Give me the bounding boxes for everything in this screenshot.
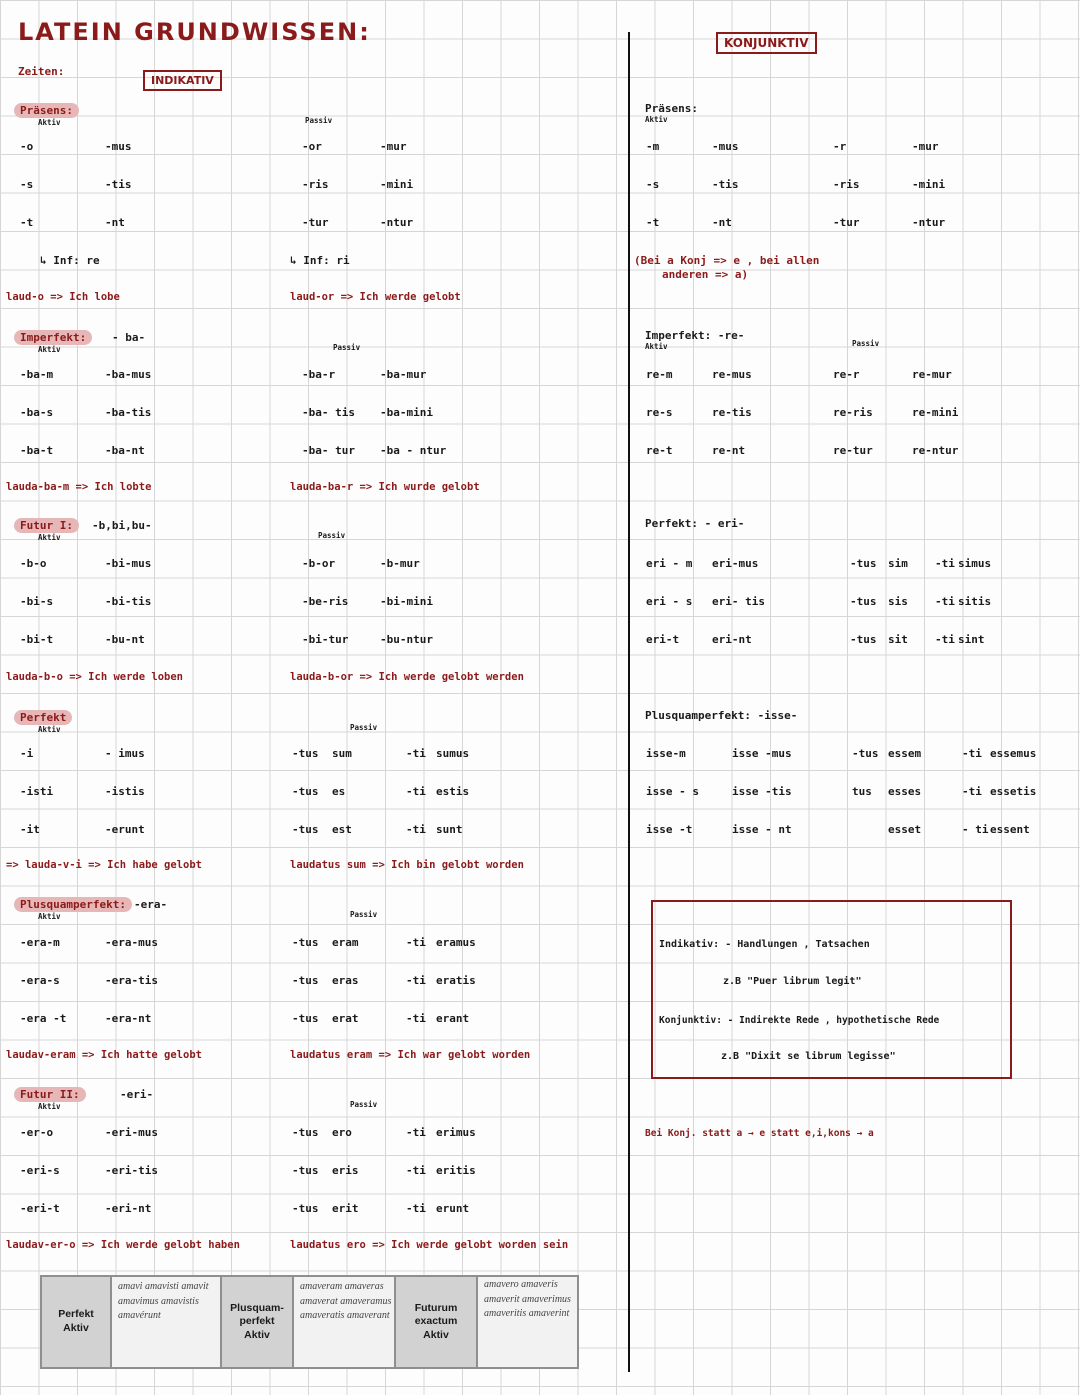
example-passiv: lauda-ba-r => Ich wurde gelobt <box>290 481 480 493</box>
tense-label: Plusquamperfekt: <box>14 897 132 912</box>
passiv-form: -b-or <box>302 557 336 570</box>
passiv-form: essem <box>888 747 922 760</box>
passiv-label: Passiv <box>350 910 378 919</box>
passiv-form: estis <box>436 785 470 798</box>
passiv-label: Passiv <box>305 116 333 125</box>
passiv-form: eritis <box>436 1164 476 1177</box>
passiv-form: erit <box>332 1202 359 1215</box>
passiv-form: -tus <box>850 633 877 646</box>
passiv-label: Passiv <box>852 339 880 348</box>
strip-forms: amaveram amaveras amaverat amaveramus amaveratis amaverant <box>294 1277 394 1367</box>
page-title: LATEIN GRUNDWISSEN: <box>18 18 371 46</box>
aktiv-form: -nt <box>712 216 732 229</box>
passiv-form: -ntur <box>912 216 946 229</box>
aktiv-form: re-m <box>646 368 673 381</box>
tense-label: Imperfekt: <box>14 330 92 345</box>
passiv-form: -tus <box>292 1126 319 1139</box>
passiv-form: -bi-tur <box>302 633 349 646</box>
aktiv-form: -mus <box>105 140 132 153</box>
aktiv-form: -s <box>20 178 34 191</box>
aktiv-form: -ba-m <box>20 368 54 381</box>
passiv-form: sum <box>332 747 352 760</box>
aktiv-form: -eri-tis <box>105 1164 158 1177</box>
passiv-form: -tus <box>852 747 879 760</box>
passiv-form: -ba - ntur <box>380 444 447 457</box>
aktiv-form: -tis <box>105 178 132 191</box>
passiv-form: -ti <box>406 1164 426 1177</box>
aktiv-form: eri-nt <box>712 633 752 646</box>
passiv-form: eram <box>332 936 359 949</box>
aktiv-form: -bu-nt <box>105 633 145 646</box>
tense-label: Perfekt: - eri- <box>645 517 745 530</box>
passiv-form: -bi-mini <box>380 595 433 608</box>
aktiv-form: -isti <box>20 785 54 798</box>
passiv-form: eramus <box>436 936 476 949</box>
passiv-form: -ti <box>406 785 426 798</box>
passiv-form: re-ntur <box>912 444 959 457</box>
aktiv-form: -o <box>20 140 34 153</box>
passiv-form: -ti <box>406 747 426 760</box>
passiv-form: erimus <box>436 1126 476 1139</box>
konj-note: anderen => a) <box>662 268 749 281</box>
passiv-form: -ti <box>406 936 426 949</box>
passiv-form: est <box>332 823 352 836</box>
passiv-form: re-tur <box>833 444 873 457</box>
note-line: Konjunktiv: - Indirekte Rede , hypothetische Rede <box>659 1015 940 1026</box>
aktiv-form: isse - s <box>646 785 699 798</box>
passiv-form: -tus <box>292 936 319 949</box>
passiv-form: re-ris <box>833 406 873 419</box>
passiv-form: esses <box>888 785 922 798</box>
aktiv-form: -era-mus <box>105 936 158 949</box>
aktiv-label: Aktiv <box>38 533 61 542</box>
aktiv-form: -era -t <box>20 1012 67 1025</box>
passiv-form: ero <box>332 1126 352 1139</box>
aktiv-form: re-t <box>646 444 673 457</box>
aktiv-form: -bi-s <box>20 595 54 608</box>
aktiv-form: re-tis <box>712 406 752 419</box>
infinitive: ↳ Inf: re <box>40 254 100 267</box>
passiv-form: sis <box>888 595 908 608</box>
passiv-form: -ris <box>833 178 860 191</box>
aktiv-form: -m <box>646 140 660 153</box>
passiv-form: re-r <box>833 368 860 381</box>
passiv-form: simus <box>958 557 992 570</box>
passiv-form: -mur <box>912 140 939 153</box>
passiv-form: sitis <box>958 595 992 608</box>
passiv-form: -tur <box>833 216 860 229</box>
tense-label: Imperfekt: -re- <box>645 329 745 342</box>
note-line: z.B "Dixit se librum legisse" <box>721 1051 896 1062</box>
aktiv-form: -ba-mus <box>105 368 152 381</box>
passiv-form: -tus <box>292 1202 319 1215</box>
passiv-form: tus <box>852 785 872 798</box>
aktiv-label: Aktiv <box>38 118 61 127</box>
passiv-form: -ti <box>935 633 955 646</box>
passiv-form: -tus <box>850 557 877 570</box>
aktiv-form: -bi-tis <box>105 595 152 608</box>
passiv-form: - ti <box>962 823 989 836</box>
passiv-form: sunt <box>436 823 463 836</box>
aktiv-form: -er-o <box>20 1126 54 1139</box>
indikativ-label: INDIKATIV <box>143 70 222 91</box>
aktiv-form: -ba-tis <box>105 406 152 419</box>
passiv-form: -ti <box>406 1202 426 1215</box>
aktiv-label: Aktiv <box>38 345 61 354</box>
aktiv-form: -mus <box>712 140 739 153</box>
passiv-form: -mur <box>380 140 407 153</box>
aktiv-form: -eri-s <box>20 1164 60 1177</box>
passiv-form: erat <box>332 1012 359 1025</box>
passiv-form: -tus <box>292 1012 319 1025</box>
strip-label: Futurum exactum Aktiv <box>396 1277 476 1367</box>
aktiv-form: - imus <box>105 747 145 760</box>
passiv-form: erant <box>436 1012 470 1025</box>
passiv-form: -tur <box>302 216 329 229</box>
konjunktiv-label: KONJUNKTIV <box>716 32 817 54</box>
tense-label: Präsens: <box>645 102 698 115</box>
aktiv-form: -nt <box>105 216 125 229</box>
aktiv-form: eri - s <box>646 595 693 608</box>
aktiv-form: eri- tis <box>712 595 765 608</box>
passiv-form: essent <box>990 823 1030 836</box>
example-passiv: lauda-b-or => Ich werde gelobt werden <box>290 671 524 683</box>
passiv-form: sint <box>958 633 985 646</box>
tense-marker: -era- <box>134 898 168 911</box>
example-passiv: laud-or => Ich werde gelobt <box>290 291 461 303</box>
passiv-form: essemus <box>990 747 1037 760</box>
aktiv-form: isse -tis <box>732 785 792 798</box>
aktiv-form: -era-m <box>20 936 60 949</box>
passiv-form: -be-ris <box>302 595 349 608</box>
passiv-form: erunt <box>436 1202 470 1215</box>
textbook-strip <box>40 1275 579 1369</box>
passiv-label: Passiv <box>350 723 378 732</box>
aktiv-form: isse-m <box>646 747 686 760</box>
strip-label: Perfekt Aktiv <box>42 1277 110 1367</box>
passiv-form: -r <box>833 140 847 153</box>
passiv-form: sumus <box>436 747 470 760</box>
mood-note-box <box>651 900 1012 1079</box>
konj-rule-note: Bei Konj. statt a → e statt e,i,kons → a <box>645 1128 874 1139</box>
tense-marker: -b,bi,bu- <box>92 519 152 532</box>
aktiv-form: eri - m <box>646 557 693 570</box>
aktiv-form: -i <box>20 747 34 760</box>
passiv-form: -tus <box>292 823 319 836</box>
aktiv-label: Aktiv <box>645 342 668 351</box>
passiv-form: sit <box>888 633 908 646</box>
aktiv-form: -ba-t <box>20 444 54 457</box>
aktiv-form: re-mus <box>712 368 752 381</box>
passiv-form: -ti <box>406 823 426 836</box>
example-aktiv: lauda-b-o => Ich werde loben <box>6 671 184 683</box>
passiv-form: -mini <box>380 178 414 191</box>
aktiv-form: -it <box>20 823 40 836</box>
passiv-form: -ti <box>406 974 426 987</box>
aktiv-form: -istis <box>105 785 145 798</box>
tense-marker: - ba- <box>112 331 146 344</box>
tense-label: Plusquamperfekt: -isse- <box>645 709 798 722</box>
aktiv-label: Aktiv <box>38 912 61 921</box>
passiv-form: re-mini <box>912 406 959 419</box>
passiv-form: -ba- tis <box>302 406 355 419</box>
passiv-form: -ti <box>962 747 982 760</box>
passiv-form: -ti <box>406 1126 426 1139</box>
aktiv-label: Aktiv <box>38 1102 61 1111</box>
passiv-form: essetis <box>990 785 1037 798</box>
passiv-form: eratis <box>436 974 476 987</box>
tense-marker: -eri- <box>120 1088 154 1101</box>
passiv-form: -ti <box>935 557 955 570</box>
passiv-form: -b-mur <box>380 557 420 570</box>
passiv-form: eras <box>332 974 359 987</box>
example-aktiv: => lauda-v-i => Ich habe gelobt <box>6 859 202 871</box>
note-line: Indikativ: - Handlungen , Tatsachen <box>659 939 870 950</box>
passiv-form: -ba-r <box>302 368 336 381</box>
aktiv-form: -era-nt <box>105 1012 152 1025</box>
tense-label: Futur I: <box>14 518 79 533</box>
passiv-form: -ntur <box>380 216 414 229</box>
passiv-label: Passiv <box>350 1100 378 1109</box>
example-passiv: laudatus sum => Ich bin gelobt worden <box>290 859 524 871</box>
aktiv-form: -t <box>646 216 660 229</box>
passiv-form: -ba-mini <box>380 406 433 419</box>
passiv-form: re-mur <box>912 368 952 381</box>
zeiten-label: Zeiten: <box>18 65 65 78</box>
aktiv-form: re-s <box>646 406 673 419</box>
aktiv-form: -eri-t <box>20 1202 60 1215</box>
example-passiv: laudatus eram => Ich war gelobt worden <box>290 1049 531 1061</box>
passiv-form: -tus <box>292 747 319 760</box>
example-aktiv: laudav-eram => Ich hatte gelobt <box>6 1049 202 1061</box>
column-divider <box>628 32 630 1372</box>
strip-label: Plusquam- perfekt Aktiv <box>222 1277 292 1367</box>
aktiv-form: re-nt <box>712 444 746 457</box>
aktiv-form: -s <box>646 178 660 191</box>
strip-forms: amavero amaveris amaverit amaverimus amaveritis amaverint <box>478 1277 577 1367</box>
tense-label: Perfekt <box>14 710 72 725</box>
aktiv-form: isse - nt <box>732 823 792 836</box>
passiv-form: -tus <box>850 595 877 608</box>
passiv-form: sim <box>888 557 908 570</box>
tense-label: Futur II: <box>14 1087 86 1102</box>
aktiv-form: -bi-t <box>20 633 54 646</box>
aktiv-form: eri-mus <box>712 557 759 570</box>
aktiv-form: -era-s <box>20 974 60 987</box>
aktiv-form: -erunt <box>105 823 145 836</box>
aktiv-form: -bi-mus <box>105 557 152 570</box>
aktiv-label: Aktiv <box>38 725 61 734</box>
example-passiv: laudatus ero => Ich werde gelobt worden sein <box>290 1239 569 1251</box>
passiv-label: Passiv <box>333 343 361 352</box>
example-aktiv: laud-o => Ich lobe <box>6 291 120 303</box>
passiv-form: -ti <box>406 1012 426 1025</box>
aktiv-form: -eri-mus <box>105 1126 158 1139</box>
passiv-form: es <box>332 785 346 798</box>
passiv-form: -tus <box>292 1164 319 1177</box>
passiv-form: -tus <box>292 974 319 987</box>
aktiv-form: -tis <box>712 178 739 191</box>
example-aktiv: lauda-ba-m => Ich lobte <box>6 481 152 493</box>
infinitive: ↳ Inf: ri <box>290 254 350 267</box>
passiv-label: Passiv <box>318 531 346 540</box>
konj-note: (Bei a Konj => e , bei allen <box>634 254 820 267</box>
example-aktiv: laudav-er-o => Ich werde gelobt haben <box>6 1239 240 1251</box>
aktiv-form: eri-t <box>646 633 680 646</box>
passiv-form: -ti <box>962 785 982 798</box>
passiv-form: -or <box>302 140 322 153</box>
passiv-form: -ba-mur <box>380 368 427 381</box>
aktiv-form: -t <box>20 216 34 229</box>
aktiv-form: -era-tis <box>105 974 158 987</box>
aktiv-form: -eri-nt <box>105 1202 152 1215</box>
aktiv-form: -ba-s <box>20 406 54 419</box>
aktiv-label: Aktiv <box>645 115 668 124</box>
strip-forms: amavi amavisti amavit amavimus amavistis amavérunt <box>112 1277 220 1367</box>
passiv-form: -ti <box>935 595 955 608</box>
aktiv-form: isse -mus <box>732 747 792 760</box>
passiv-form: -tus <box>292 785 319 798</box>
aktiv-form: -b-o <box>20 557 47 570</box>
tense-label: Präsens: <box>14 103 79 118</box>
aktiv-form: isse -t <box>646 823 693 836</box>
passiv-form: -mini <box>912 178 946 191</box>
note-line: z.B "Puer librum legit" <box>723 976 862 987</box>
passiv-form: eris <box>332 1164 359 1177</box>
passiv-form: -bu-ntur <box>380 633 433 646</box>
passiv-form: -ris <box>302 178 329 191</box>
passiv-form: esset <box>888 823 922 836</box>
aktiv-form: -ba-nt <box>105 444 145 457</box>
passiv-form: -ba- tur <box>302 444 355 457</box>
